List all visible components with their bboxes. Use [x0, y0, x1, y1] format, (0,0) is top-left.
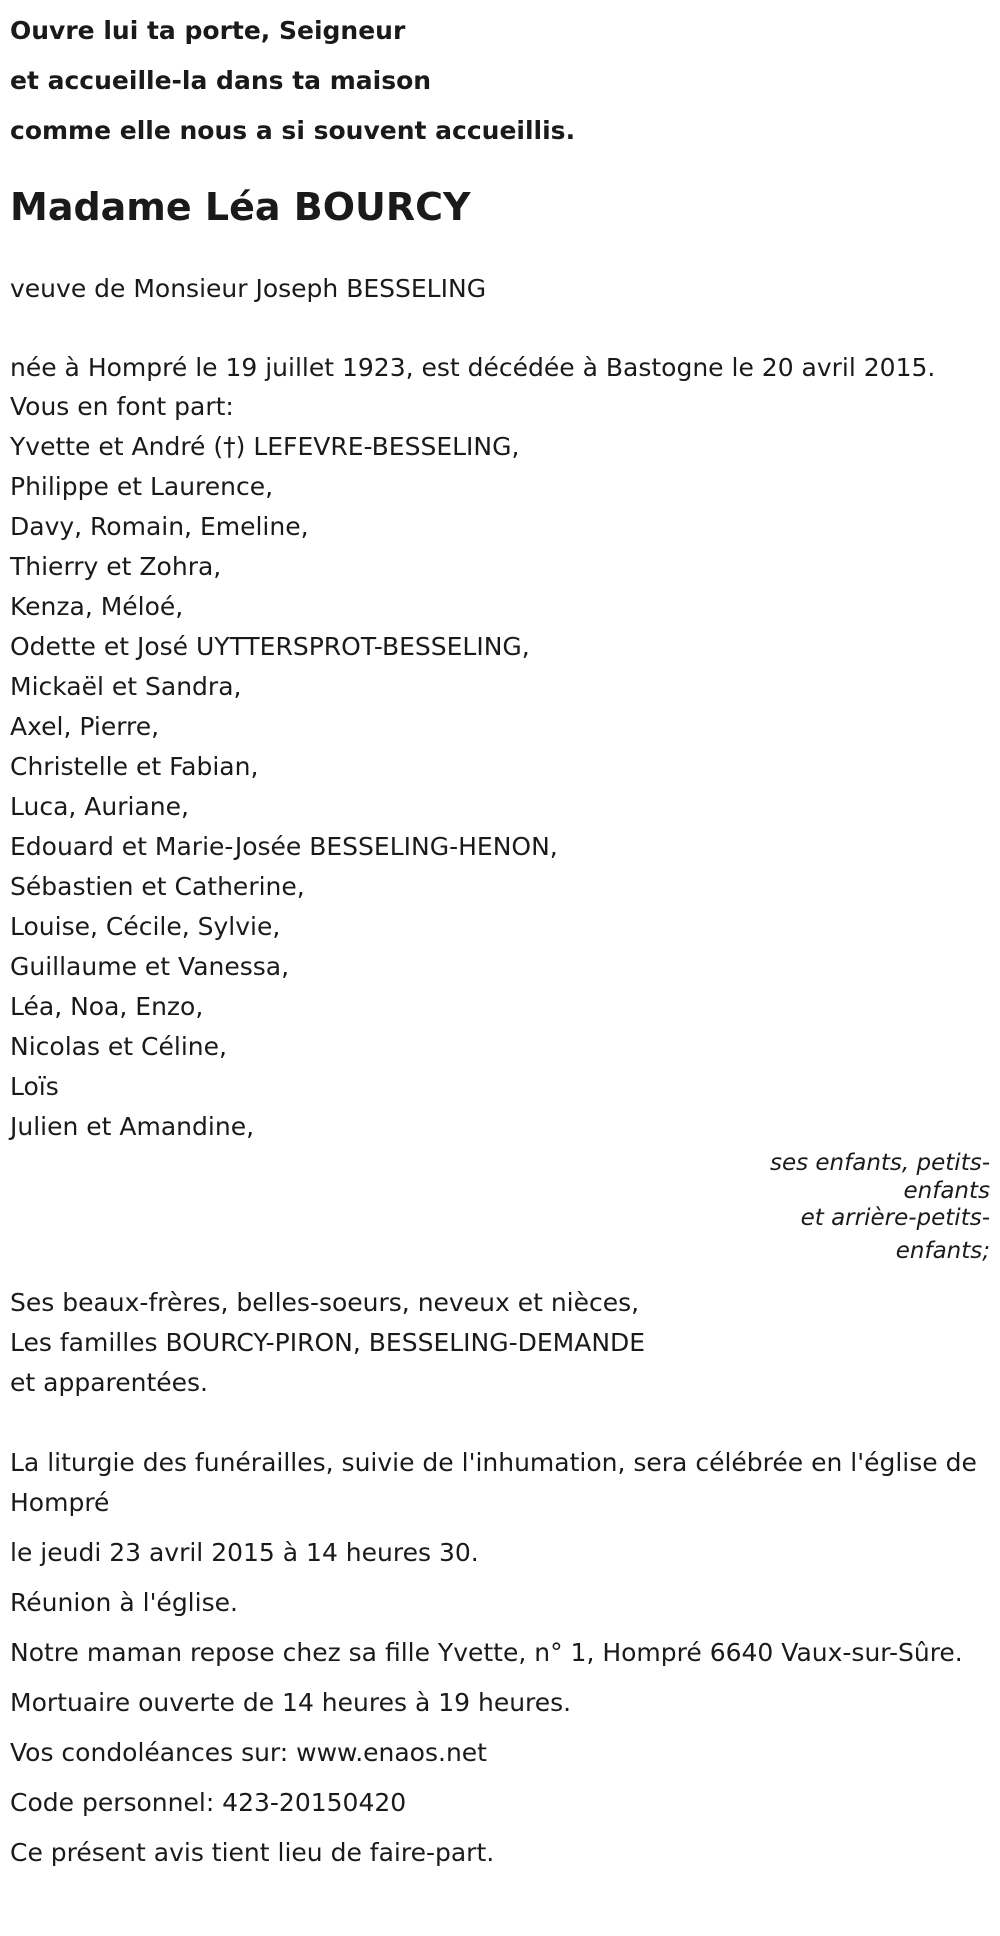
funeral-info	[10, 1443, 990, 1873]
birth-death-line: née à Hompré le 19 juillet 1923, est décédée à Bastogne le 20 avril 2015.	[10, 353, 936, 382]
other-relatives	[10, 1283, 990, 1403]
family-line: Edouard et Marie-Josée BESSELING-HENON,	[10, 832, 558, 861]
relationship-line: enfants;	[895, 1238, 990, 1264]
deceased-name: Madame Léa BOURCY	[10, 185, 471, 229]
family-line: Louise, Cécile, Sylvie,	[10, 912, 281, 941]
family-line: Axel, Pierre,	[10, 712, 160, 741]
family-line: Sébastien et Catherine,	[10, 872, 305, 901]
relationship-note	[10, 1147, 990, 1268]
family-line: Léa, Noa, Enzo,	[10, 992, 204, 1021]
closing-note: Ce présent avis tient lieu de faire-part.	[10, 1838, 495, 1867]
condolences-site: Vos condoléances sur: www.enaos.net	[10, 1738, 487, 1767]
resting-place: Notre maman repose chez sa fille Yvette, n° 1, Hompré 6640 Vaux-sur-Sûre.	[10, 1638, 963, 1667]
other-relatives-line: Les familles BOURCY-PIRON, BESSELING-DEMANDE	[10, 1328, 646, 1357]
relationship-line: enfants	[903, 1178, 990, 1204]
relationship-line: et arrière-petits-	[800, 1205, 990, 1231]
personal-code: Code personnel: 423-20150420	[10, 1788, 407, 1817]
service-date: le jeudi 23 avril 2015 à 14 heures 30.	[10, 1538, 479, 1567]
family-line: Thierry et Zohra,	[10, 552, 222, 581]
family-line: Julien et Amandine,	[10, 1112, 255, 1141]
visiting-hours: Mortuaire ouverte de 14 heures à 19 heures.	[10, 1688, 572, 1717]
family-line: Luca, Auriane,	[10, 792, 189, 821]
verse-line: et accueille-la dans ta maison	[10, 66, 432, 95]
other-relatives-line: et apparentées.	[10, 1368, 208, 1397]
meeting-place: Réunion à l'église.	[10, 1588, 238, 1617]
other-relatives-line: Ses beaux-frères, belles-soeurs, neveux et nièces,	[10, 1288, 640, 1317]
liturgy-info: La liturgie des funérailles, suivie de l'inhumation, sera célébrée en l'église de Hompré	[10, 1448, 977, 1517]
verse-line: Ouvre lui ta porte, Seigneur	[10, 16, 406, 45]
widow-line: veuve de Monsieur Joseph BESSELING	[10, 274, 487, 303]
relationship-line: ses enfants, petits-	[769, 1150, 990, 1176]
family-line: Guillaume et Vanessa,	[10, 952, 290, 981]
family-line: Yvette et André (†) LEFEVRE-BESSELING,	[10, 432, 520, 461]
family-line: Philippe et Laurence,	[10, 472, 274, 501]
family-line: Mickaël et Sandra,	[10, 672, 242, 701]
family-line: Odette et José UYTTERSPROT-BESSELING,	[10, 632, 530, 661]
family-line: Kenza, Méloé,	[10, 592, 184, 621]
family-line: Davy, Romain, Emeline,	[10, 512, 309, 541]
obituary-notice	[0, 6, 1000, 1936]
family-line: Loïs	[10, 1072, 59, 1101]
family-list	[10, 427, 990, 1147]
verse-block	[10, 6, 990, 156]
verse-line: comme elle nous a si souvent accueillis.	[10, 116, 576, 145]
family-line: Nicolas et Céline,	[10, 1032, 227, 1061]
family-line: Christelle et Fabian,	[10, 752, 259, 781]
announcement-intro: Vous en font part:	[10, 392, 234, 421]
